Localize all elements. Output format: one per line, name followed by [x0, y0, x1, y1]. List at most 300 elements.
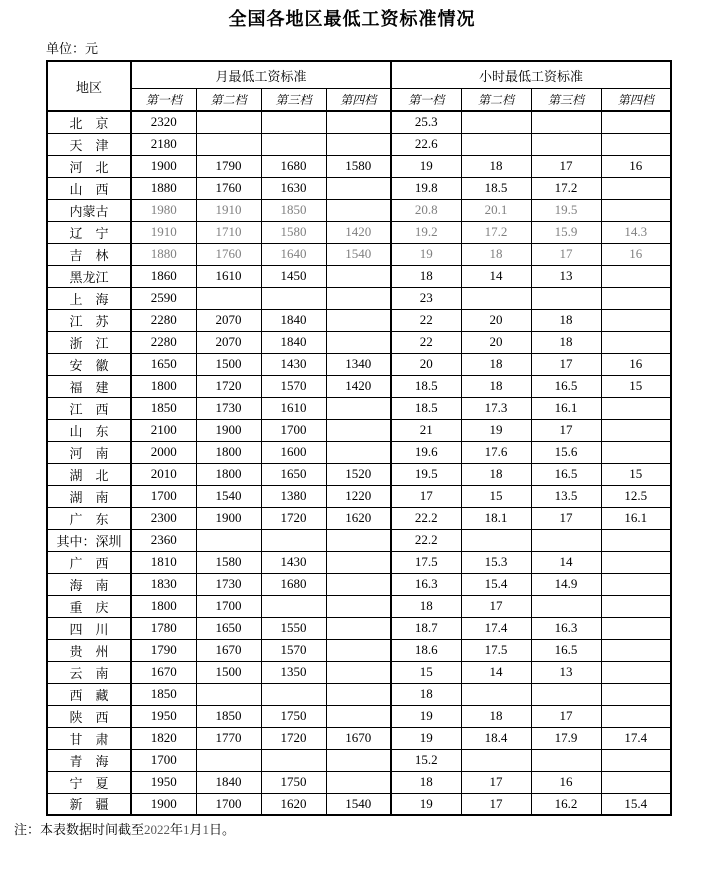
table-row [47, 397, 671, 419]
hourly-tier-3-value [531, 529, 601, 551]
hourly-tier-2-value: 18.1 [461, 507, 531, 529]
table-row [47, 111, 671, 133]
monthly-tier-3-value: 1840 [261, 331, 326, 353]
monthly-tier-2-value: 1500 [196, 353, 261, 375]
monthly-tier-1-value: 1650 [131, 353, 196, 375]
hourly-tier-2-value: 15.4 [461, 573, 531, 595]
monthly-tier-4-value [326, 551, 391, 573]
header-group-row [47, 61, 671, 89]
monthly-tier-4-value: 1620 [326, 507, 391, 529]
monthly-tier-1-value: 2010 [131, 463, 196, 485]
monthly-tier-3-value: 1550 [261, 617, 326, 639]
header-monthly-tier-3: 第三档 [261, 89, 326, 112]
monthly-tier-4-value [326, 639, 391, 661]
monthly-tier-4-value: 1420 [326, 375, 391, 397]
monthly-tier-3-value [261, 111, 326, 133]
monthly-tier-2-value: 1900 [196, 507, 261, 529]
monthly-tier-1-value: 1900 [131, 155, 196, 177]
hourly-tier-3-value: 14.9 [531, 573, 601, 595]
monthly-tier-4-value [326, 419, 391, 441]
monthly-tier-4-value [326, 749, 391, 771]
table-row [47, 529, 671, 551]
monthly-tier-4-value [326, 133, 391, 155]
header-monthly-tier-4: 第四档 [326, 89, 391, 112]
hourly-tier-3-value: 13 [531, 661, 601, 683]
monthly-tier-2-value: 1670 [196, 639, 261, 661]
hourly-tier-1-value: 22 [391, 331, 461, 353]
monthly-tier-2-value: 1770 [196, 727, 261, 749]
monthly-tier-4-value: 1520 [326, 463, 391, 485]
hourly-tier-1-value: 18 [391, 683, 461, 705]
hourly-tier-3-value [531, 683, 601, 705]
hourly-tier-1-value: 19.5 [391, 463, 461, 485]
hourly-tier-4-value [601, 265, 671, 287]
table-row [47, 705, 671, 727]
hourly-tier-2-value [461, 529, 531, 551]
hourly-tier-1-value: 19 [391, 727, 461, 749]
hourly-tier-1-value: 22 [391, 309, 461, 331]
monthly-tier-3-value: 1840 [261, 309, 326, 331]
hourly-tier-3-value: 17 [531, 243, 601, 265]
footnote-text: 月 [189, 822, 203, 837]
monthly-tier-3-value: 1600 [261, 441, 326, 463]
hourly-tier-2-value: 14 [461, 661, 531, 683]
hourly-tier-4-value [601, 661, 671, 683]
monthly-tier-1-value: 2280 [131, 309, 196, 331]
hourly-tier-1-value: 19.6 [391, 441, 461, 463]
hourly-tier-2-value: 20.1 [461, 199, 531, 221]
region-name: 宁 夏 [47, 771, 131, 793]
hourly-tier-4-value [601, 419, 671, 441]
hourly-tier-1-value: 22.6 [391, 133, 461, 155]
monthly-tier-4-value [326, 595, 391, 617]
table-row [47, 375, 671, 397]
monthly-tier-3-value: 1640 [261, 243, 326, 265]
hourly-tier-2-value: 17.6 [461, 441, 531, 463]
monthly-tier-1-value: 2100 [131, 419, 196, 441]
table-row [47, 419, 671, 441]
monthly-tier-1-value: 1700 [131, 485, 196, 507]
header-monthly-group: 月最低工资标准 [131, 61, 391, 89]
hourly-tier-3-value: 16.5 [531, 463, 601, 485]
header-tier-row [47, 89, 671, 112]
hourly-tier-3-value [531, 287, 601, 309]
hourly-tier-4-value [601, 617, 671, 639]
monthly-tier-3-value [261, 749, 326, 771]
monthly-tier-2-value: 1650 [196, 617, 261, 639]
table-row [47, 177, 671, 199]
footnote-date-number: 2022 [144, 822, 171, 837]
monthly-tier-2-value: 1760 [196, 177, 261, 199]
hourly-tier-2-value [461, 133, 531, 155]
monthly-tier-3-value: 1680 [261, 155, 326, 177]
region-name: 黑龙江 [47, 265, 131, 287]
region-name: 海 南 [47, 573, 131, 595]
hourly-tier-2-value: 20 [461, 331, 531, 353]
hourly-tier-3-value: 15.6 [531, 441, 601, 463]
monthly-tier-3-value: 1430 [261, 551, 326, 573]
monthly-tier-1-value: 1830 [131, 573, 196, 595]
region-name: 湖 北 [47, 463, 131, 485]
monthly-tier-1-value: 1910 [131, 221, 196, 243]
monthly-tier-3-value: 1850 [261, 199, 326, 221]
hourly-tier-4-value [601, 199, 671, 221]
hourly-tier-1-value: 18.6 [391, 639, 461, 661]
minimum-wage-table [46, 60, 672, 816]
hourly-tier-1-value: 19 [391, 243, 461, 265]
monthly-tier-3-value: 1720 [261, 507, 326, 529]
monthly-tier-3-value: 1580 [261, 221, 326, 243]
region-name: 山 西 [47, 177, 131, 199]
region-name: 广 东 [47, 507, 131, 529]
monthly-tier-2-value: 2070 [196, 331, 261, 353]
hourly-tier-4-value [601, 397, 671, 419]
hourly-tier-4-value [601, 573, 671, 595]
table-row [47, 155, 671, 177]
hourly-tier-4-value [601, 705, 671, 727]
hourly-tier-2-value [461, 111, 531, 133]
monthly-tier-1-value: 1900 [131, 793, 196, 815]
monthly-tier-3-value [261, 287, 326, 309]
monthly-tier-1-value: 1950 [131, 705, 196, 727]
table-row [47, 309, 671, 331]
monthly-tier-4-value [326, 661, 391, 683]
monthly-tier-2-value: 1760 [196, 243, 261, 265]
hourly-tier-4-value [601, 287, 671, 309]
monthly-tier-1-value: 1780 [131, 617, 196, 639]
hourly-tier-2-value: 18.4 [461, 727, 531, 749]
hourly-tier-1-value: 15.2 [391, 749, 461, 771]
hourly-tier-2-value: 18 [461, 463, 531, 485]
monthly-tier-1-value: 1950 [131, 771, 196, 793]
monthly-tier-4-value [326, 705, 391, 727]
table-row [47, 331, 671, 353]
monthly-tier-2-value: 1900 [196, 419, 261, 441]
monthly-tier-4-value: 1540 [326, 243, 391, 265]
monthly-tier-1-value: 1670 [131, 661, 196, 683]
hourly-tier-3-value: 15.9 [531, 221, 601, 243]
monthly-tier-2-value [196, 749, 261, 771]
monthly-tier-1-value: 1790 [131, 639, 196, 661]
region-name: 吉 林 [47, 243, 131, 265]
hourly-tier-4-value: 15 [601, 375, 671, 397]
monthly-tier-3-value [261, 529, 326, 551]
hourly-tier-1-value: 21 [391, 419, 461, 441]
monthly-tier-3-value: 1750 [261, 705, 326, 727]
monthly-tier-2-value: 1720 [196, 375, 261, 397]
monthly-tier-4-value [326, 199, 391, 221]
hourly-tier-2-value: 18 [461, 375, 531, 397]
monthly-tier-4-value [326, 177, 391, 199]
hourly-tier-3-value: 16.5 [531, 375, 601, 397]
hourly-tier-3-value: 19.5 [531, 199, 601, 221]
region-name: 辽 宁 [47, 221, 131, 243]
monthly-tier-3-value: 1720 [261, 727, 326, 749]
monthly-tier-1-value: 2000 [131, 441, 196, 463]
monthly-tier-4-value [326, 331, 391, 353]
hourly-tier-3-value: 17 [531, 507, 601, 529]
region-name: 新 疆 [47, 793, 131, 815]
monthly-tier-1-value: 1800 [131, 595, 196, 617]
monthly-tier-3-value: 1680 [261, 573, 326, 595]
hourly-tier-2-value [461, 287, 531, 309]
monthly-tier-4-value [326, 397, 391, 419]
header-hourly-group: 小时最低工资标准 [391, 61, 671, 89]
hourly-tier-3-value [531, 749, 601, 771]
hourly-tier-1-value: 19 [391, 793, 461, 815]
monthly-tier-4-value: 1420 [326, 221, 391, 243]
monthly-tier-1-value: 1860 [131, 265, 196, 287]
table-row [47, 199, 671, 221]
monthly-tier-1-value: 1810 [131, 551, 196, 573]
hourly-tier-4-value [601, 639, 671, 661]
region-name: 江 西 [47, 397, 131, 419]
hourly-tier-4-value [601, 683, 671, 705]
hourly-tier-4-value [601, 133, 671, 155]
hourly-tier-1-value: 25.3 [391, 111, 461, 133]
page-title: 全国各地区最低工资标准情况 [228, 9, 476, 29]
hourly-tier-4-value [601, 529, 671, 551]
region-name: 广 西 [47, 551, 131, 573]
hourly-tier-3-value: 17 [531, 155, 601, 177]
monthly-tier-3-value [261, 595, 326, 617]
region-name: 浙 江 [47, 331, 131, 353]
monthly-tier-2-value [196, 133, 261, 155]
monthly-tier-4-value [326, 111, 391, 133]
monthly-tier-2-value: 1840 [196, 771, 261, 793]
hourly-tier-3-value: 16.1 [531, 397, 601, 419]
hourly-tier-1-value: 20 [391, 353, 461, 375]
header-monthly-tier-1: 第一档 [131, 89, 196, 112]
hourly-tier-3-value: 17 [531, 705, 601, 727]
region-name: 贵 州 [47, 639, 131, 661]
hourly-tier-1-value: 19.2 [391, 221, 461, 243]
monthly-tier-1-value: 2300 [131, 507, 196, 529]
region-name: 云 南 [47, 661, 131, 683]
monthly-tier-1-value: 1850 [131, 397, 196, 419]
hourly-tier-1-value: 17 [391, 485, 461, 507]
hourly-tier-2-value: 17 [461, 595, 531, 617]
monthly-tier-3-value: 1630 [261, 177, 326, 199]
monthly-tier-2-value: 1790 [196, 155, 261, 177]
monthly-tier-3-value: 1650 [261, 463, 326, 485]
hourly-tier-3-value: 17.2 [531, 177, 601, 199]
table-row [47, 639, 671, 661]
hourly-tier-4-value: 15.4 [601, 793, 671, 815]
hourly-tier-4-value: 16.1 [601, 507, 671, 529]
hourly-tier-2-value: 17 [461, 793, 531, 815]
monthly-tier-1-value: 1880 [131, 243, 196, 265]
monthly-tier-2-value [196, 111, 261, 133]
monthly-tier-3-value: 1380 [261, 485, 326, 507]
header-hourly-tier-2: 第二档 [461, 89, 531, 112]
hourly-tier-2-value: 17.5 [461, 639, 531, 661]
region-name: 陕 西 [47, 705, 131, 727]
monthly-tier-2-value: 1540 [196, 485, 261, 507]
hourly-tier-2-value: 18 [461, 155, 531, 177]
hourly-tier-4-value: 15 [601, 463, 671, 485]
monthly-tier-1-value: 1850 [131, 683, 196, 705]
hourly-tier-1-value: 18.7 [391, 617, 461, 639]
hourly-tier-1-value: 18.5 [391, 397, 461, 419]
hourly-tier-4-value [601, 331, 671, 353]
hourly-tier-1-value: 19.8 [391, 177, 461, 199]
region-name: 江 苏 [47, 309, 131, 331]
monthly-tier-1-value: 1820 [131, 727, 196, 749]
table-row [47, 661, 671, 683]
monthly-tier-2-value [196, 683, 261, 705]
hourly-tier-1-value: 18 [391, 265, 461, 287]
footnote-date-number: 1 [202, 822, 210, 837]
hourly-tier-4-value [601, 441, 671, 463]
hourly-tier-2-value: 17.2 [461, 221, 531, 243]
table-row [47, 441, 671, 463]
footnote-text: 年 [170, 822, 184, 837]
monthly-tier-4-value [326, 771, 391, 793]
hourly-tier-2-value: 18.5 [461, 177, 531, 199]
region-name: 北 京 [47, 111, 131, 133]
monthly-tier-4-value [326, 683, 391, 705]
monthly-tier-4-value [326, 529, 391, 551]
hourly-tier-4-value: 12.5 [601, 485, 671, 507]
hourly-tier-3-value: 14 [531, 551, 601, 573]
table-row [47, 617, 671, 639]
table-row [47, 243, 671, 265]
hourly-tier-3-value: 16.5 [531, 639, 601, 661]
hourly-tier-4-value [601, 309, 671, 331]
hourly-tier-2-value: 20 [461, 309, 531, 331]
hourly-tier-4-value [601, 771, 671, 793]
monthly-tier-3-value: 1700 [261, 419, 326, 441]
monthly-tier-1-value: 2280 [131, 331, 196, 353]
monthly-tier-2-value: 1800 [196, 463, 261, 485]
monthly-tier-1-value: 1700 [131, 749, 196, 771]
hourly-tier-4-value [601, 595, 671, 617]
hourly-tier-1-value: 22.2 [391, 507, 461, 529]
hourly-tier-1-value: 18 [391, 595, 461, 617]
monthly-tier-4-value: 1670 [326, 727, 391, 749]
table-row [47, 595, 671, 617]
hourly-tier-2-value: 18 [461, 705, 531, 727]
monthly-tier-2-value: 1710 [196, 221, 261, 243]
monthly-tier-3-value: 1570 [261, 375, 326, 397]
hourly-tier-4-value [601, 177, 671, 199]
monthly-tier-3-value: 1350 [261, 661, 326, 683]
table-row [47, 133, 671, 155]
hourly-tier-1-value: 23 [391, 287, 461, 309]
header-monthly-tier-2: 第二档 [196, 89, 261, 112]
hourly-tier-3-value: 18 [531, 309, 601, 331]
table-row [47, 353, 671, 375]
hourly-tier-3-value: 13.5 [531, 485, 601, 507]
hourly-tier-2-value: 18 [461, 243, 531, 265]
region-name: 山 东 [47, 419, 131, 441]
monthly-tier-2-value [196, 529, 261, 551]
table-row [47, 793, 671, 815]
hourly-tier-3-value: 16.2 [531, 793, 601, 815]
hourly-tier-2-value [461, 749, 531, 771]
monthly-tier-2-value: 1610 [196, 265, 261, 287]
monthly-tier-2-value: 1730 [196, 397, 261, 419]
hourly-tier-2-value: 17.3 [461, 397, 531, 419]
monthly-tier-3-value: 1450 [261, 265, 326, 287]
header-hourly-tier-1: 第一档 [391, 89, 461, 112]
table-row [47, 507, 671, 529]
region-name: 四 川 [47, 617, 131, 639]
monthly-tier-4-value: 1340 [326, 353, 391, 375]
region-name: 河 南 [47, 441, 131, 463]
monthly-tier-4-value [326, 309, 391, 331]
region-name: 湖 南 [47, 485, 131, 507]
hourly-tier-4-value [601, 749, 671, 771]
region-name: 内蒙古 [47, 199, 131, 221]
hourly-tier-4-value [601, 551, 671, 573]
hourly-tier-3-value [531, 595, 601, 617]
monthly-tier-1-value: 2320 [131, 111, 196, 133]
hourly-tier-2-value: 17 [461, 771, 531, 793]
monthly-tier-2-value: 2070 [196, 309, 261, 331]
hourly-tier-3-value: 16.3 [531, 617, 601, 639]
hourly-tier-4-value [601, 111, 671, 133]
hourly-tier-3-value: 16 [531, 771, 601, 793]
footnote-text: 注：本表数据时间截至 [14, 822, 145, 837]
monthly-tier-1-value: 2360 [131, 529, 196, 551]
table-row [47, 749, 671, 771]
monthly-tier-4-value: 1540 [326, 793, 391, 815]
monthly-tier-2-value: 1730 [196, 573, 261, 595]
monthly-tier-1-value: 2590 [131, 287, 196, 309]
hourly-tier-1-value: 16.3 [391, 573, 461, 595]
header-hourly-tier-4: 第四档 [601, 89, 671, 112]
region-name: 其中：深圳 [47, 529, 131, 551]
hourly-tier-3-value [531, 133, 601, 155]
table-row [47, 573, 671, 595]
table-row [47, 771, 671, 793]
monthly-tier-3-value [261, 133, 326, 155]
hourly-tier-4-value: 14.3 [601, 221, 671, 243]
hourly-tier-1-value: 15 [391, 661, 461, 683]
hourly-tier-4-value: 16 [601, 155, 671, 177]
monthly-tier-2-value: 1700 [196, 793, 261, 815]
monthly-tier-4-value [326, 617, 391, 639]
table-row [47, 221, 671, 243]
monthly-tier-2-value: 1700 [196, 595, 261, 617]
header-region: 地区 [47, 61, 131, 111]
table-row [47, 287, 671, 309]
monthly-tier-1-value: 1980 [131, 199, 196, 221]
hourly-tier-1-value: 20.8 [391, 199, 461, 221]
table-row [47, 551, 671, 573]
hourly-tier-4-value: 16 [601, 243, 671, 265]
monthly-tier-4-value [326, 287, 391, 309]
monthly-tier-3-value [261, 683, 326, 705]
hourly-tier-4-value: 17.4 [601, 727, 671, 749]
region-name: 甘 肃 [47, 727, 131, 749]
monthly-tier-4-value: 1220 [326, 485, 391, 507]
hourly-tier-2-value: 15.3 [461, 551, 531, 573]
monthly-tier-3-value: 1430 [261, 353, 326, 375]
hourly-tier-4-value: 16 [601, 353, 671, 375]
hourly-tier-2-value: 18 [461, 353, 531, 375]
monthly-tier-3-value: 1570 [261, 639, 326, 661]
monthly-tier-1-value: 1880 [131, 177, 196, 199]
table-row [47, 265, 671, 287]
monthly-tier-2-value: 1580 [196, 551, 261, 573]
monthly-tier-2-value: 1850 [196, 705, 261, 727]
region-name: 上 海 [47, 287, 131, 309]
monthly-tier-4-value [326, 441, 391, 463]
monthly-tier-1-value: 1800 [131, 375, 196, 397]
